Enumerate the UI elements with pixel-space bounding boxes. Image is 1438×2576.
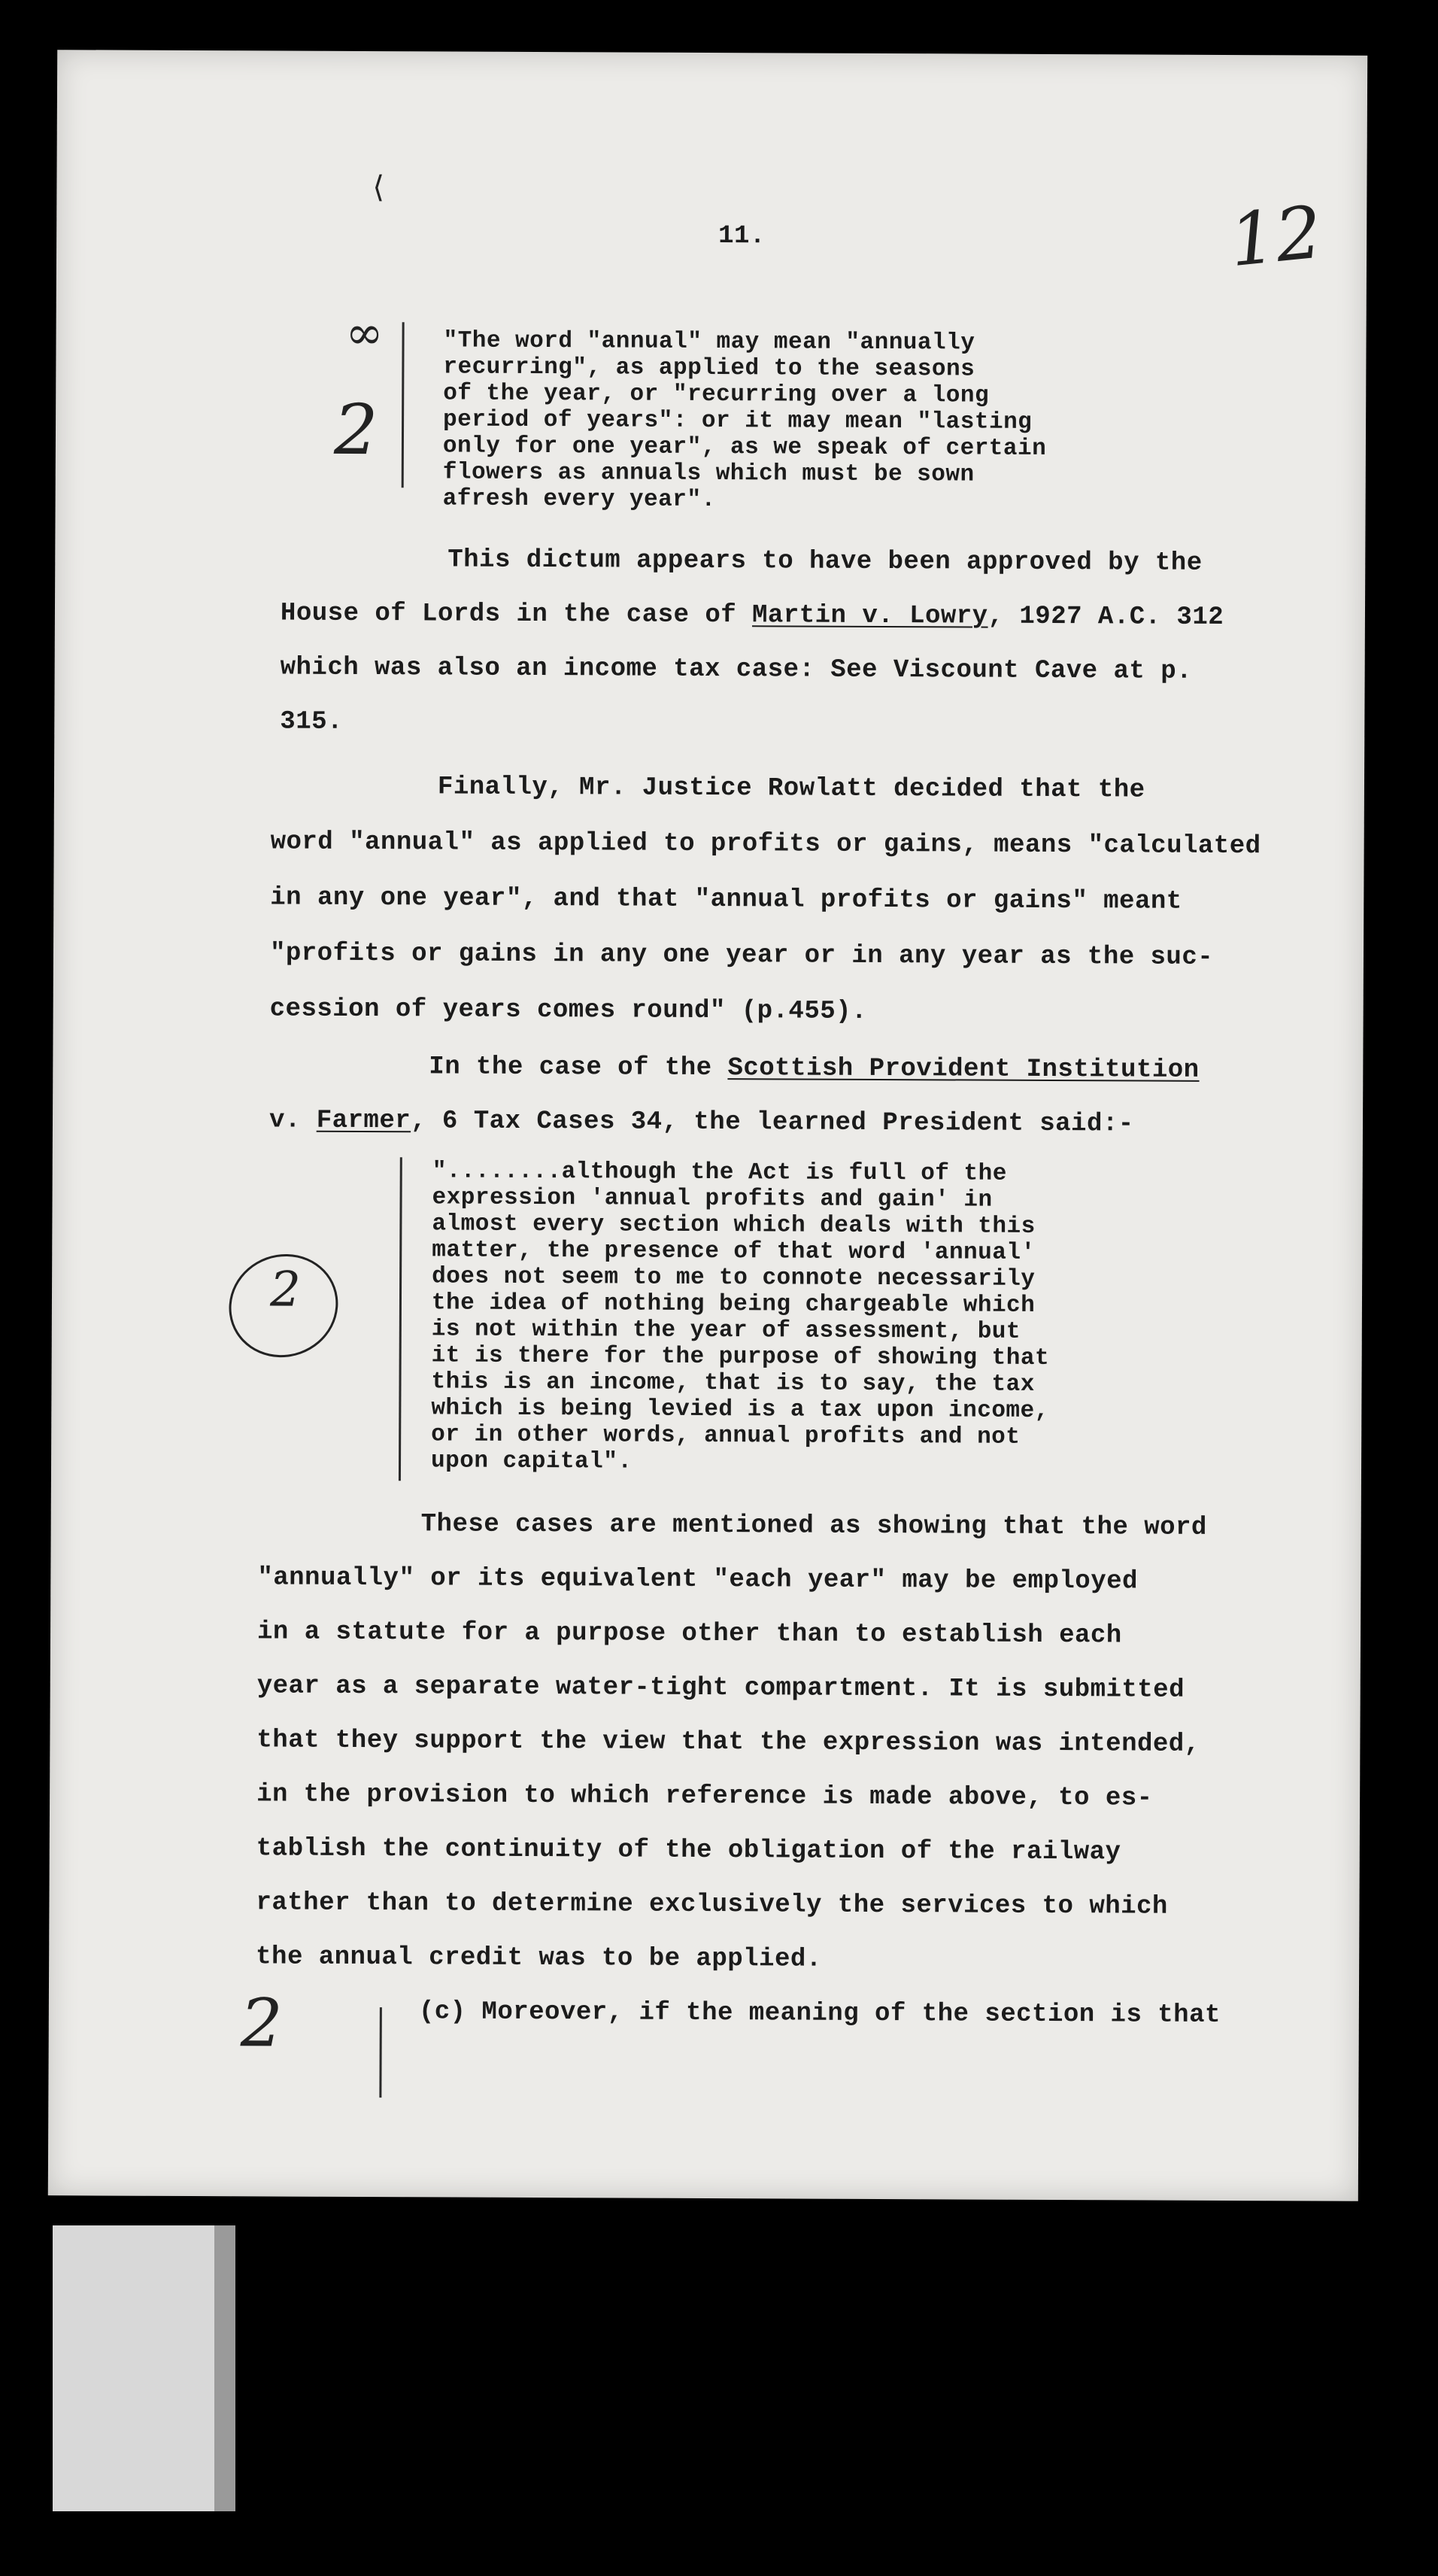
body-line: Finally, Mr. Justice Rowlatt decided that the — [437, 773, 1145, 805]
quote-line: expression 'annual profits and gain' in — [432, 1184, 993, 1214]
body-line: rather than to determine exclusively the services to which — [256, 1888, 1168, 1921]
quote-line: does not seem to me to connote necessarily — [432, 1263, 1036, 1293]
body-line: which was also an income tax case: See Viscount Cave at p. — [280, 653, 1193, 686]
document-page — [48, 50, 1367, 2201]
handwritten-tick-mark: ⟨ — [372, 170, 385, 205]
margin-bar-2 — [399, 1157, 402, 1481]
body-line: This dictum appears to have been approved by the — [447, 545, 1203, 578]
line-text: In the case of the — [429, 1053, 728, 1083]
margin-note-1-loop: ∞ — [345, 306, 384, 360]
body-line: These cases are mentioned as showing that the word — [420, 1510, 1207, 1542]
margin-bar-3 — [379, 2007, 382, 2098]
quote-line: almost every section which deals with this — [432, 1211, 1036, 1240]
body-line: "profits or gains in any one year or in any year as the suc- — [269, 939, 1214, 972]
body-line: 315. — [280, 707, 344, 737]
body-line — [281, 600, 1224, 631]
body-line: year as a separate water-tight compartment. It is submitted — [256, 1672, 1185, 1705]
body-line — [269, 1107, 1134, 1138]
margin-note-3: 2 — [240, 1984, 284, 2062]
body-line: "annually" or its equivalent "each year" may be employed — [257, 1563, 1139, 1596]
body-line: in the provision to which reference is made above, to es- — [256, 1780, 1153, 1813]
margin-note-1: 2 — [333, 389, 378, 471]
body-line: in a statute for a purpose other than to establish each — [256, 1618, 1122, 1651]
quote-line: upon capital". — [430, 1447, 633, 1475]
quote-line: recurring", as applied to the seasons — [443, 354, 975, 383]
quote-line: or in other words, annual profits and not — [431, 1421, 1021, 1451]
body-line: in any one year", and that "annual profits or gains" meant — [270, 883, 1182, 916]
quote-line: matter, the presence of that word 'annual' — [432, 1237, 1036, 1266]
body-line: that they support the view that the expression was intended, — [256, 1726, 1200, 1759]
body-line: (c) Moreover, if the meaning of the section is that — [418, 1997, 1221, 2030]
case-name-martin-v-lowry: Martin v. Lowry — [751, 601, 988, 631]
quote-line: "........although the Act is full of the — [432, 1158, 1007, 1187]
quote-line: period of years": or it may mean "lasting — [443, 406, 1033, 436]
quote-line: which is being levied is a tax upon income, — [431, 1395, 1049, 1424]
quote-line: afresh every year". — [442, 485, 716, 514]
quote-line: the idea of nothing being chargeable which — [431, 1290, 1036, 1319]
quote-line: "The word "annual" may mean "annually — [443, 327, 975, 357]
line-text: , 1927 A.C. 312 — [987, 602, 1224, 632]
quote-line: this is an income, that is to say, the tax — [431, 1368, 1035, 1398]
folio-handwritten-number: 12 — [1225, 190, 1326, 284]
body-line: word "annual" as applied to profits or gains, means "calculated — [270, 828, 1261, 861]
body-line: the annual credit was to be applied. — [256, 1943, 822, 1974]
body-line: cession of years comes round" (p.455). — [269, 995, 868, 1026]
case-name-scottish-provident: Scottish Provident Institution — [727, 1054, 1200, 1085]
quote-line: it is there for the purpose of showing that — [431, 1342, 1050, 1372]
body-line — [429, 1053, 1199, 1083]
body-line: tablish the continuity of the obligation of the railway — [256, 1834, 1121, 1867]
quote-line: is not within the year of assessment, but — [431, 1316, 1021, 1345]
quote-line: of the year, or "recurring over a long — [443, 380, 990, 409]
page-number: 11. — [718, 222, 766, 251]
film-slip-edge — [53, 2225, 235, 2511]
quote-line: flowers as annuals which must be sown — [442, 459, 975, 488]
line-text: v. — [268, 1106, 317, 1135]
margin-note-2: 2 — [269, 1262, 301, 1318]
quote-line: only for one year", as we speak of certain — [442, 433, 1047, 462]
case-name-farmer: Farmer — [316, 1106, 411, 1136]
margin-bar-1 — [402, 322, 405, 488]
line-text: House of Lords in the case of — [280, 599, 753, 630]
line-text: , 6 Tax Cases 34, the learned President said:- — [411, 1107, 1134, 1139]
